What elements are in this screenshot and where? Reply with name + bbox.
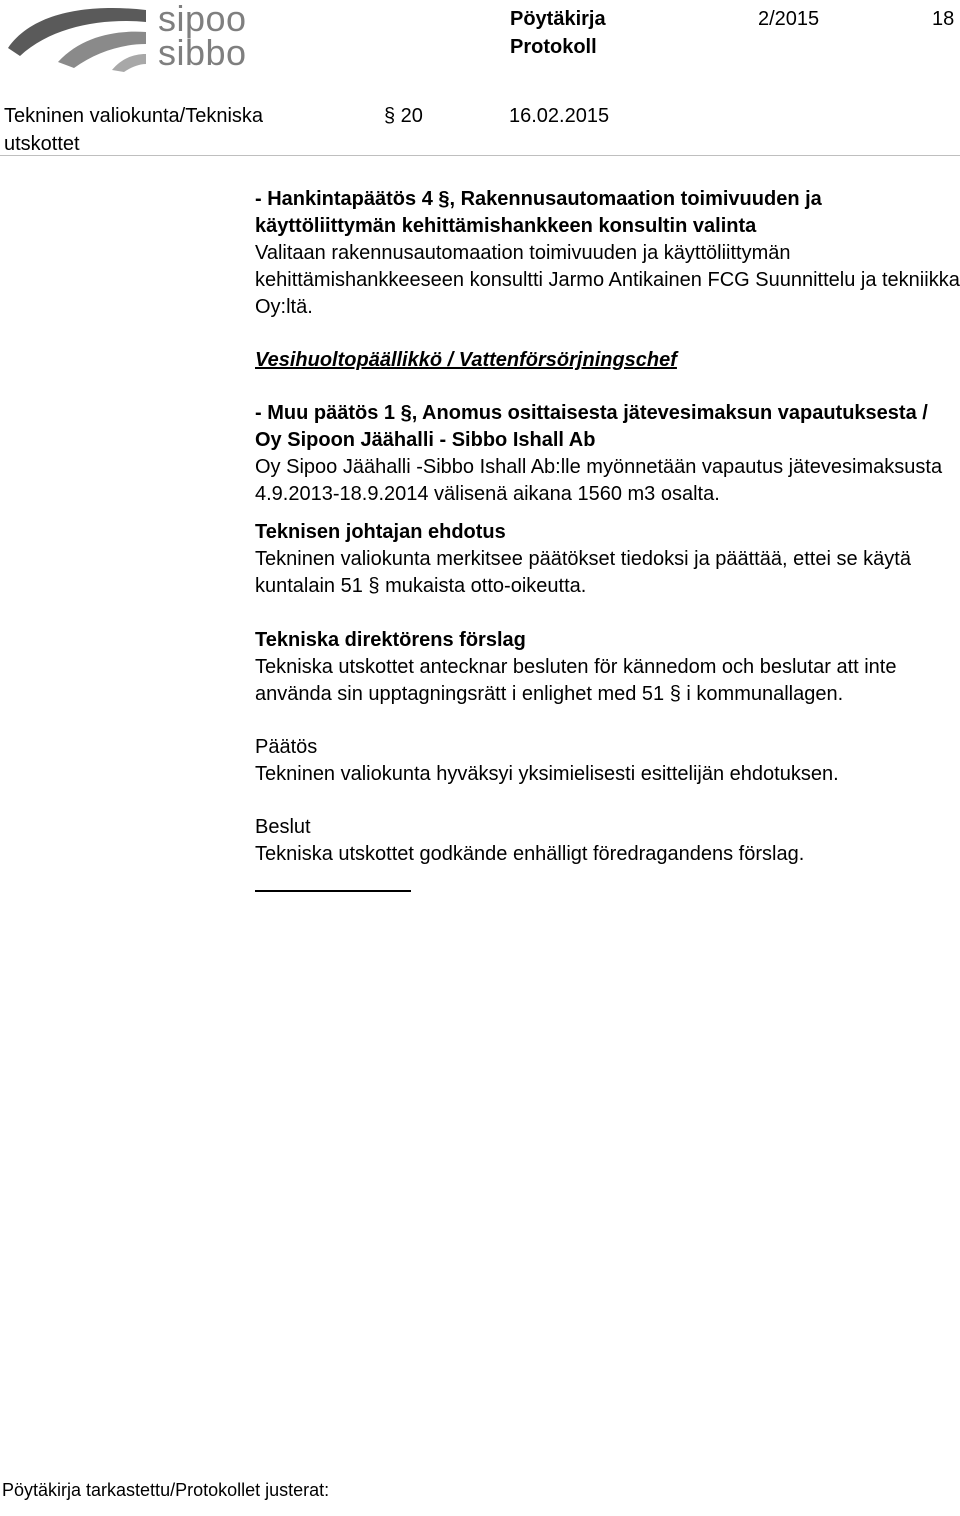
committee-name: Tekninen valiokunta/Tekniska utskottet	[4, 105, 264, 155]
page-number: 18	[932, 8, 955, 30]
proposal-sv-text: Tekniska utskottet antecknar besluten för kännedom och beslutar att inte använda sin upptagningsrätt i enlighet med 51 § i kommunallagen.	[255, 656, 897, 705]
item2-title: - Muu päätös 1 §, Anomus osittaisesta jätevesimaksun vapautuksesta / Oy Sipoon Jäähalli - Sibbo Ishall Ab	[255, 402, 928, 451]
logo-line-1: sipoo	[158, 0, 247, 39]
decision-fi-heading: Päätös	[255, 736, 318, 758]
proposal-fi-text: Tekninen valiokunta merkitsee päätökset tiedoksi ja päättää, ettei se käytä kuntalain 51 § mukaista otto-oikeutta.	[255, 548, 911, 597]
section-heading: Vesihuoltopäällikkö / Vattenförsörjningschef	[255, 349, 677, 371]
document-number: 2/2015	[758, 8, 820, 30]
document-type-fi: Pöytäkirja	[510, 8, 606, 30]
logo-line-2: sibbo	[158, 32, 247, 73]
decision-sv-text: Tekniska utskottet godkände enhälligt föredragandens förslag.	[255, 843, 805, 865]
document-body	[255, 186, 960, 892]
item1-title: - Hankintapäätös 4 §, Rakennusautomaation toimivuuden ja käyttöliittymän kehittämishankkeen konsultin valinta	[255, 188, 822, 237]
header-divider	[0, 155, 960, 156]
document-type	[510, 5, 606, 61]
item2-text: Oy Sipoo Jäähalli -Sibbo Ishall Ab:lle myönnetään vapautus jätevesimaksusta 4.9.2013-18.9.2014 välisenä aikana 1560 m3 osalta.	[255, 456, 943, 505]
meeting-date: 16.02.2015	[509, 105, 610, 127]
proposal-sv-heading: Tekniska direktörens förslag	[255, 629, 526, 651]
decision-sv-heading: Beslut	[255, 816, 311, 838]
section-number: § 20	[384, 105, 423, 127]
sipoo-sibbo-logo	[4, 0, 254, 72]
footer-verification: Pöytäkirja tarkastettu/Protokollet justerat:	[2, 1480, 330, 1500]
item1-text: Valitaan rakennusautomaation toimivuuden ja käyttöliittymän kehittämishankkeeseen konsultti Jarmo Antikainen FCG Suunnittelu ja tekniikka Oy:ltä.	[255, 242, 960, 318]
end-divider	[255, 890, 411, 892]
proposal-fi-heading: Teknisen johtajan ehdotus	[255, 521, 506, 543]
document-type-sv: Protokoll	[510, 36, 597, 58]
decision-fi-text: Tekninen valiokunta hyväksyi yksimielisesti esittelijän ehdotuksen.	[255, 763, 839, 785]
